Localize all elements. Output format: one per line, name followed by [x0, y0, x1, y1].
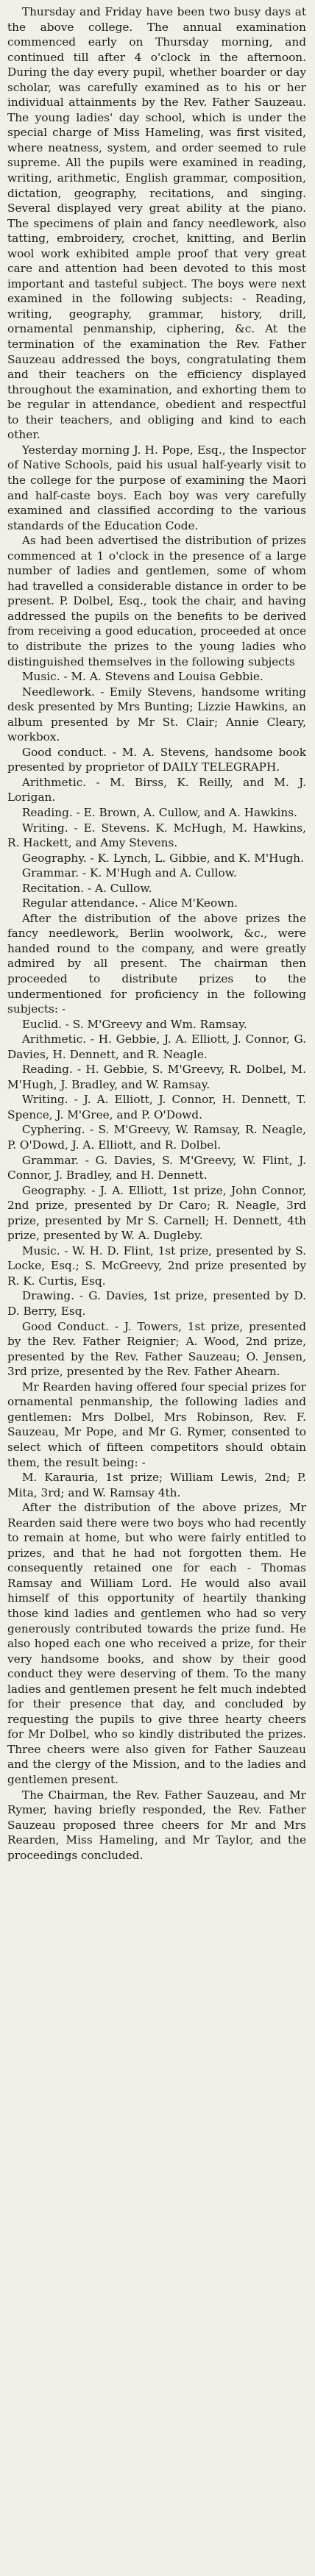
- paragraph-boys-distribution: After the distribution of the above prizes the fancy needlework, Berlin woolwork, &c., were handed round to the company, and were greatly admired by all present. The chairman then proceeded to distribute prizes to the undermentioned for proficiency in the following subjects: -: [7, 911, 306, 1016]
- prize-grammar-girls: Grammar. - K. M'Hugh and A. Cullow.: [21, 866, 237, 880]
- paragraph-examination-intro: Thursday and Friday have been two busy days at the above college. The annual examination commenced early on Thursday morning, and continued till after 4 o'clock in the afternoon. During the day every pupil, whether boarder or day scholar, was carefully examined as to his or her individual attainments by the Rev. Father Sauzeau. The young ladies' day school, which is under the special charge of Miss Hameling, was first visited, where neatness, system, and order seemed to rule supreme. All the pupils were examined in reading, writing, arithmetic, English grammar, composition, dictation, geography, recitations, and singing. Several displayed very great ability at the piano. The specimens of plain and fancy needlework, also tatting, embroidery, crochet, knitting, and Berlin wool work exhibited ample proof that very great care and attention had been devoted to this most important and tasteful subject. The boys were next examined in the following subjects: - Reading, writing, geography, grammar, history, drill, ornamental penmanship, ciphering, &c. At the termination of the examination the Rev. Father Sauzeau addressed the boys, congratulating them and their teachers on the efficiency displayed throughout the examination, and exhorting them to be regular in attendance, obedient and respectful to their teachers, and obliging and kind to each other.: [7, 5, 306, 442]
- prize-grammar-boys: Grammar. - G. Davies, S. M'Greevy, W. Flint, J. Connor, J. Bradley, and H. Dennett.: [7, 1153, 306, 1182]
- prize-reading-boys: Reading. - H. Gebbie, S. M'Greevy, R. Dolbel, M. M'Hugh, J. Bradley, and W. Ramsay.: [7, 1063, 306, 1091]
- prize-good-conduct-girls: Good conduct. - M. A. Stevens, handsome book presented by proprietor of DAILY TELEGRAPH.: [7, 745, 306, 774]
- paragraph-rearden-speech: After the distribution of the above prizes, Mr Rearden said there were two boys who had recently to remain at home, but who were fairly entitled to prizes, and that he had not forgotten them. He consequently retained one for each - Thomas Ramsay and William Lord. He would also avail himself of this opportunity of heartily thanking those kind ladies and gentlemen who had so very generously contributed towards the prize fund. He also hoped each one who received a prize, for their very handsome books, and show by their good conduct they were deserving of them. To the many ladies and gentlemen present he felt much indebted for their presence that day, and concluded by requesting the pupils to give three hearty cheers for Mr Dolbel, who so kindly distributed the prizes. Three cheers were also given for Father Sauzeau and the clergy of the Mission, and to the ladies and gentlemen present.: [7, 1501, 306, 1786]
- prize-needlework: Needlework. - Emily Stevens, handsome writing desk presented by Mrs Bunting; Lizzie Hawkins, an album presented by Mr St. Clair; Annie Cleary, workbox.: [7, 685, 306, 744]
- prize-cyphering: Cyphering. - S. M'Greevy, W. Ramsay, R. Neagle, P. O'Dowd, J. A. Elliott, and R. Dolbel.: [7, 1123, 306, 1152]
- paragraph-penmanship-prizes: Mr Rearden having offered four special prizes for ornamental penmanship, the following ladies and gentlemen: Mrs Dolbel, Mrs Robinson, Rev. F. Sauzeau, Mr Pope, and Mr G. Rymer, consented to select which of fifteen competitors should obtain them, the result being: -: [7, 1380, 306, 1469]
- prize-writing-boys: Writing. - J. A. Elliott, J. Connor, H. Dennett, T. Spence, J. M'Gree, and P. O'Dowd.: [7, 1093, 306, 1121]
- paragraph-conclusion: The Chairman, the Rev. Father Sauzeau, and Mr Rymer, having briefly responded, the Rev. Father Sauzeau proposed three cheers for Mr and Mrs Rearden, Miss Hameling, and Mr Taylor, and the proceedings concluded.: [7, 1788, 306, 1862]
- prize-penmanship-results: M. Karauria, 1st prize; William Lewis, 2nd; P. Mita, 3rd; and W. Ramsay 4th.: [7, 1471, 306, 1499]
- prize-regular-attendance: Regular attendance. - Alice M'Keown.: [21, 896, 238, 910]
- prize-good-conduct-boys: Good Conduct. - J. Towers, 1st prize, presented by the Rev. Father Reignier; A. Wood, 2nd prize, presented by the Rev. Father Sauzeau; O. Jensen, 3rd prize, presented by the Rev. Father Ahearn.: [7, 1319, 306, 1379]
- paragraph-inspector-visit: Yesterday morning J. H. Pope, Esq., the Inspector of Native Schools, paid his usual half-yearly visit to the college for the purpose of examining the Maori and half-caste boys. Each boy was very carefully examined and classified according to the various standards of the Education Code.: [7, 443, 306, 532]
- paragraph-distribution-intro: As had been advertised the distribution of prizes commenced at 1 o'clock in the presence of a large number of ladies and gentlemen, some of whom had travelled a considerable distance in order to be present. P. Dolbel, Esq., took the chair, and having addressed the pupils on the benefits to be derived from receiving a good education, proceeded at once to distribute the prizes to the young ladies who distinguished themselves in the following subjects: [7, 534, 306, 668]
- prize-arithmetic-girls: Arithmetic. - M. Birss, K. Reilly, and M. J. Lorigan.: [7, 775, 306, 804]
- prize-music-boys: Music. - W. H. D. Flint, 1st prize, presented by S. Locke, Esq.; S. McGreevy, 2nd prize presented by R. K. Curtis, Esq.: [7, 1244, 306, 1288]
- prize-reading-girls: Reading. - E. Brown, A. Cullow, and A. Hawkins.: [21, 805, 297, 819]
- prize-writing-girls: Writing. - E. Stevens. K. McHugh, M. Hawkins, R. Hackett, and Amy Stevens.: [7, 821, 306, 850]
- prize-euclid: Euclid. - S. M'Greevy and Wm. Ramsay.: [21, 1017, 247, 1031]
- prize-arithmetic-boys: Arithmetic. - H. Gebbie, J. A. Elliott, J. Connor, G. Davies, H. Dennett, and R. Neagle.: [7, 1032, 306, 1061]
- prize-music-girls: Music. - M. A. Stevens and Louisa Gebbie.: [21, 670, 263, 684]
- prize-drawing: Drawing. - G. Davies, 1st prize, presented by D. D. Berry, Esq.: [7, 1289, 306, 1319]
- prize-geography-boys: Geography. - J. A. Elliott, 1st prize, John Connor, 2nd prize, presented by Dr Caro; R. Neagle, 3rd prize, presented by Mr S. Carnell; H. Dennett, 4th prize, presented by W. A. Dugleby.: [7, 1183, 306, 1243]
- prize-geography-girls: Geography. - K. Lynch, L. Gibbie, and K. M'Hugh.: [21, 851, 304, 865]
- prize-recitation: Recitation. - A. Cullow.: [21, 881, 152, 895]
